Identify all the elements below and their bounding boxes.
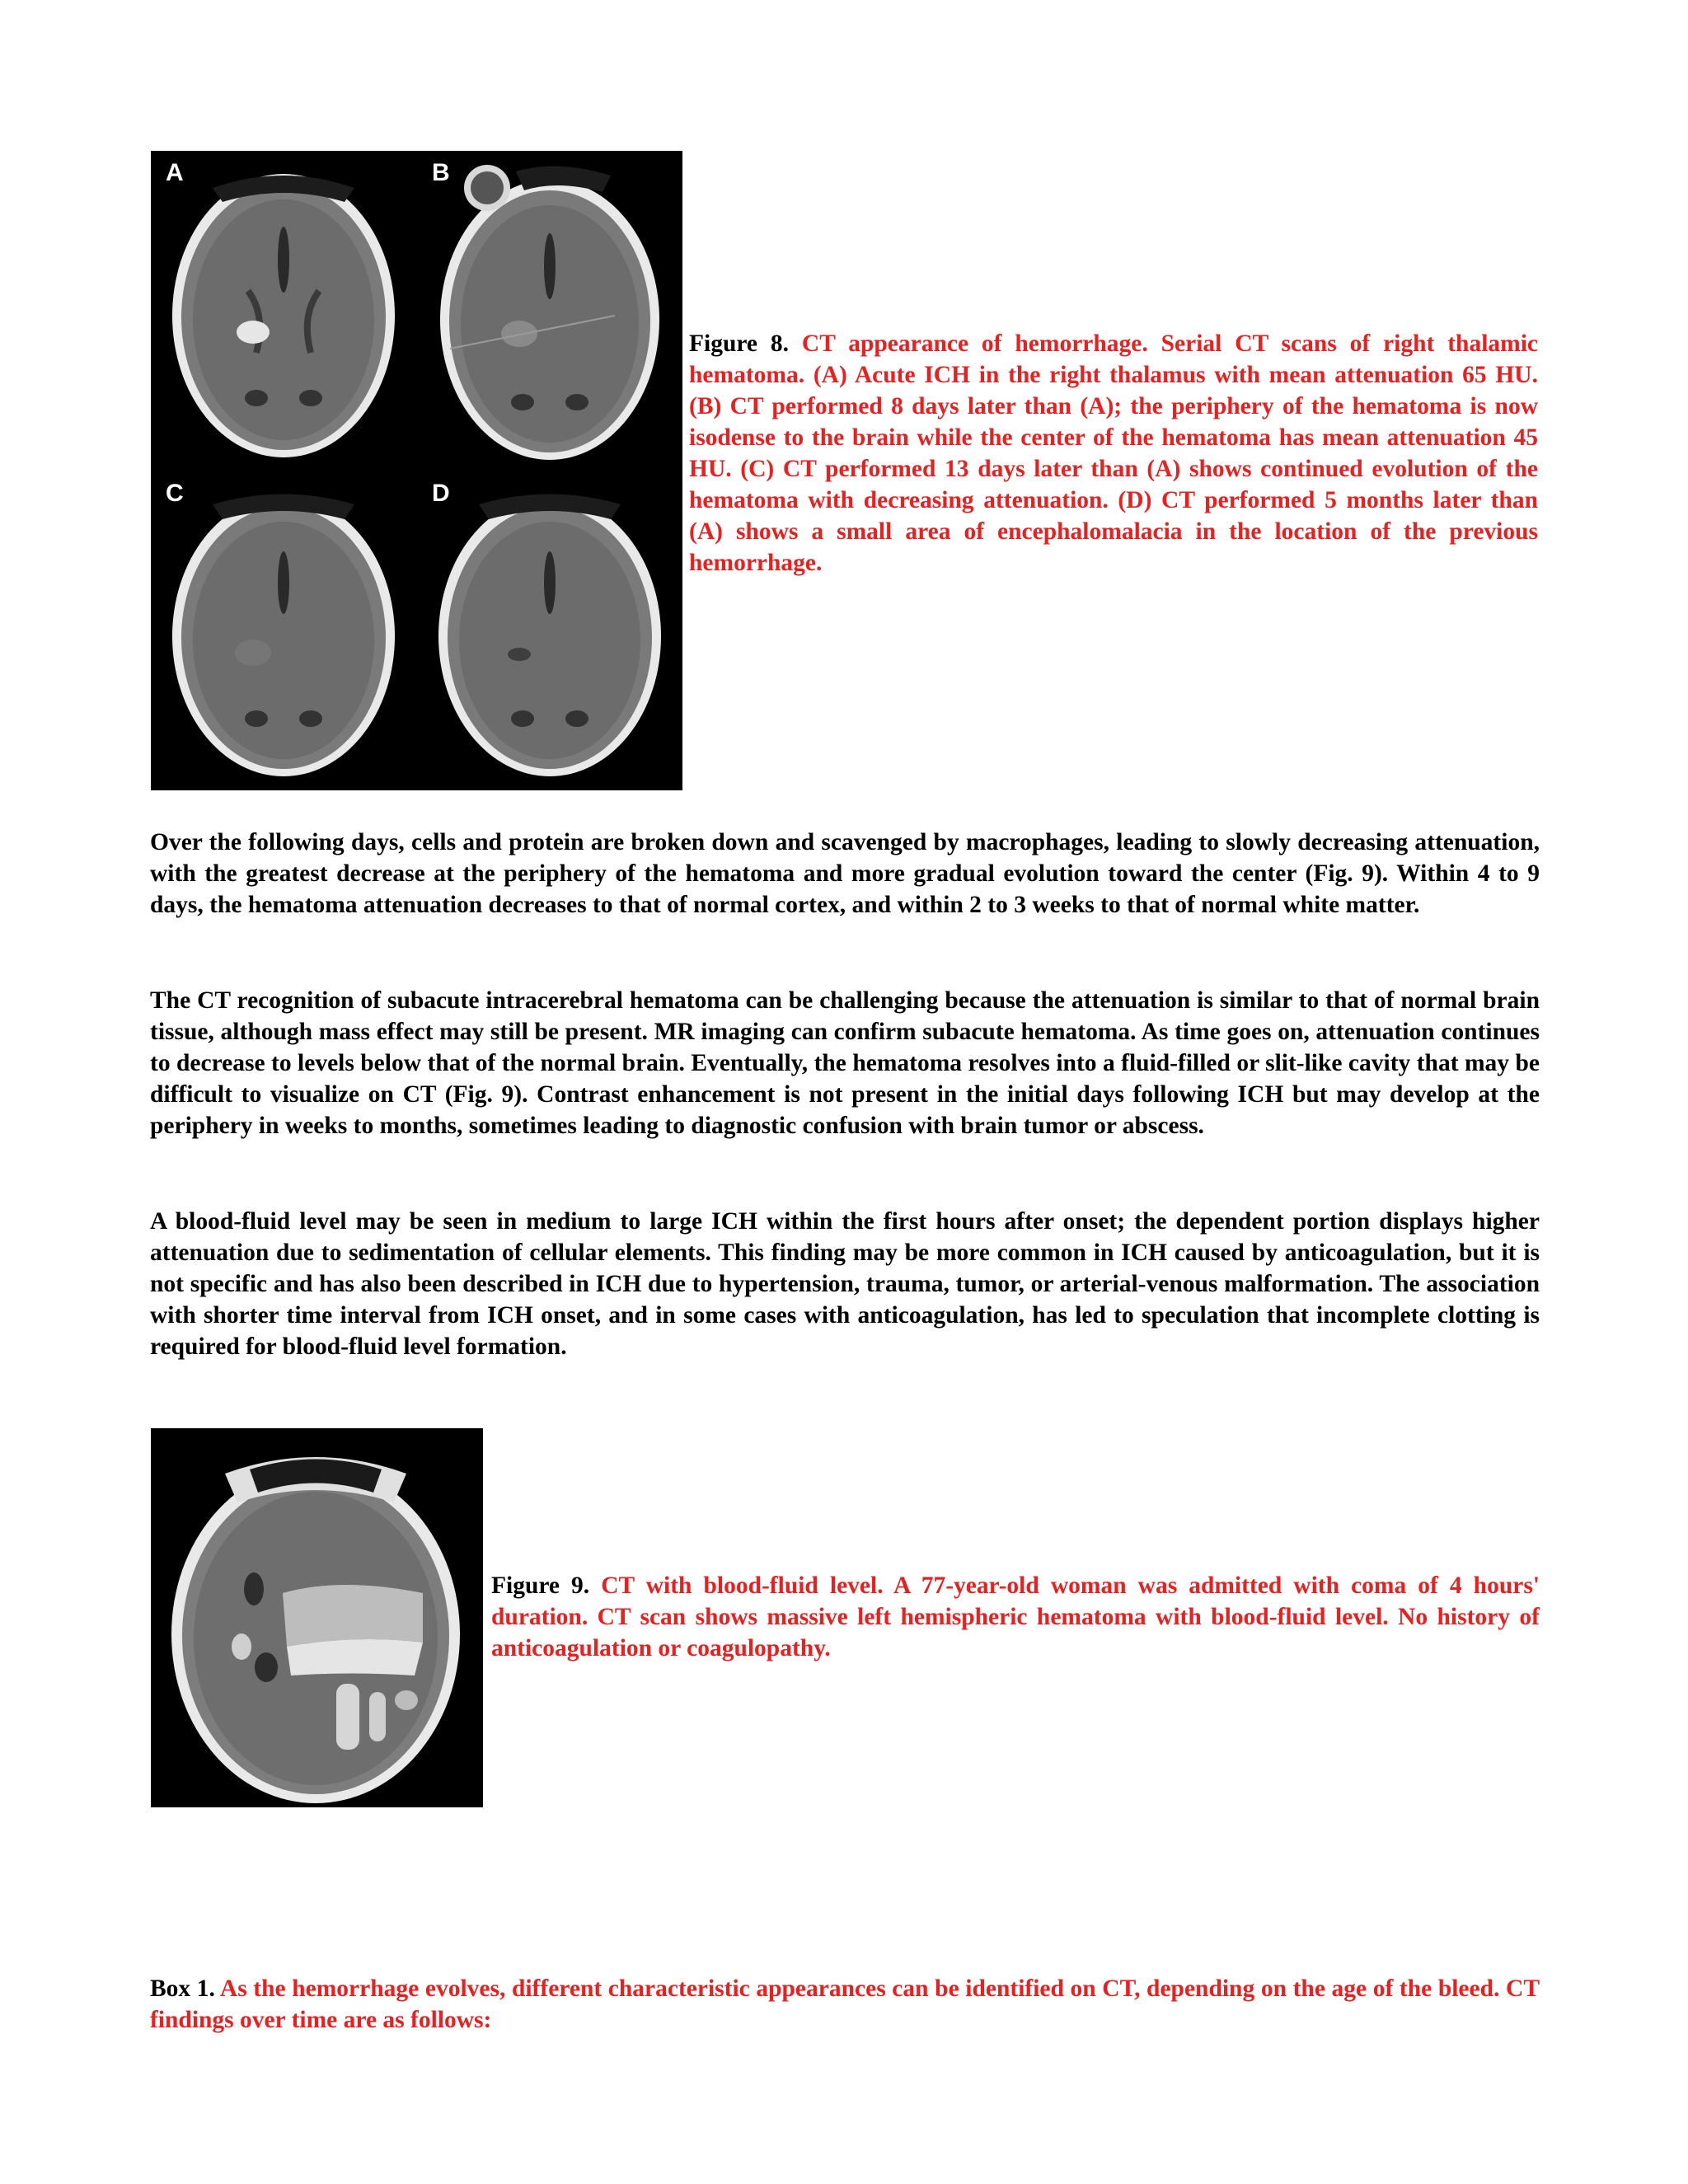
figure-9-label: Figure 9. [491, 1572, 590, 1599]
box-1-intro [150, 1973, 1540, 2036]
ct-panel-a [151, 151, 416, 471]
ct-panel-b [417, 151, 682, 471]
body-paragraph-1: Over the following days, cells and protein are broken down and scavenged by macrophages, leading to slowly decreasing attenuation, with the greatest decrease at the periphery of the hematoma and more gradual evolution toward the center (Fig. 9). Within 4 to 9 days, the hematoma attenuation decreases to that of normal cortex, and within 2 to 3 weeks to that of normal white matter. [150, 829, 1540, 918]
panel-label-c: C [166, 480, 184, 507]
figure-8-caption [689, 328, 1538, 579]
body-paragraph-3: A blood-fluid level may be seen in medium to large ICH within the first hours after onset; the dependent portion displays higher attenuation due to sedimentation of cellular elements. This finding may be more common in ICH caused by anticoagulation, but it is not specific and has also been described in ICH due to hypertension, trauma, tumor, or arterial-venous malformation. The association with shorter time interval from ICH onset, and in some cases with anticoagulation, has led to speculation that incomplete clotting is required for blood-fluid level formation. [150, 1208, 1540, 1360]
box-1-text: As the hemorrhage evolves, different characteristic appearances can be identified on CT, depending on the age of the bleed. CT findings over time are as follows: [150, 1975, 1540, 2033]
ct-panel-c [151, 471, 416, 790]
body-paragraph-2: The CT recognition of subacute intracerebral hematoma can be challenging because the attenuation is similar to that of normal brain tissue, although mass effect may still be present. MR imaging can confirm subacute hematoma. As time goes on, attenuation continues to decrease to levels below that of the normal brain. Eventually, the hematoma resolves into a fluid-filled or slit-like cavity that may be difficult to visualize on CT (Fig. 9). Contrast enhancement is not present in the initial days following ICH but may develop at the periphery in weeks to months, sometimes leading to diagnostic confusion with brain tumor or abscess. [150, 987, 1540, 1139]
panel-label-d: D [432, 480, 450, 507]
figure-8-ct-image [151, 151, 682, 790]
box-1-label: Box 1. [150, 1975, 215, 2002]
figure-9-caption-text: CT with blood-fluid level. A 77-year-old woman was admitted with coma of 4 hours' duration. CT scan shows massive left hemispheric hematoma with blood-fluid level. No history of anticoagulation or coagulopathy. [491, 1572, 1540, 1661]
panel-label-a: A [166, 159, 184, 186]
figure-9-ct-image [151, 1428, 483, 1807]
panel-label-b: B [432, 159, 450, 186]
figure-8-caption-text: CT appearance of hemorrhage. Serial CT scans of right thalamic hematoma. (A) Acute ICH in the right thalamus with mean attenuation 65 HU. (B) CT performed 8 days later than (A); the periphery of the hematoma is now isodense to the brain while the center of the hematoma has mean attenuation 45 HU. (C) CT performed 13 days later than (A) shows continued evolution of the hematoma with decreasing attenuation. (D) CT performed 5 months later than (A) shows a small area of encephalomalacia in the location of the previous hemorrhage. [689, 330, 1539, 576]
figure-9-caption [491, 1570, 1540, 1664]
ct-panel-d [417, 471, 682, 790]
figure-8-label: Figure 8. [689, 330, 790, 357]
